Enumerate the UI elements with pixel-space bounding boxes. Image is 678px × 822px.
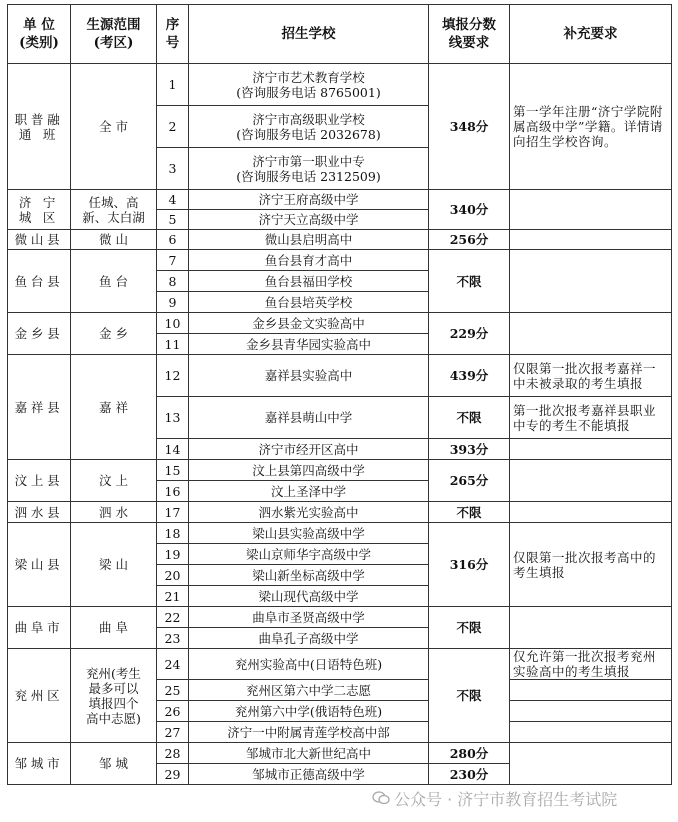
- seq-cell: 24: [157, 649, 189, 680]
- seq-cell: 16: [157, 481, 189, 502]
- range-cell: 鱼 台: [71, 250, 157, 313]
- school-cell: 济宁王府高级中学: [189, 190, 429, 210]
- remark-cell: 仅限第一批次报考高中的考生填报: [510, 523, 672, 607]
- header-unit: 单 位 (类别): [8, 5, 71, 64]
- seq-cell: 9: [157, 292, 189, 313]
- range-cell: 汶 上: [71, 460, 157, 502]
- seq-cell: 29: [157, 764, 189, 785]
- remark-cell: [510, 502, 672, 523]
- remark-cell: [510, 313, 672, 355]
- score-cell: 439分: [429, 355, 510, 397]
- range-cell: 金 乡: [71, 313, 157, 355]
- remark-cell: 第一批次报考嘉祥县职业中专的考生不能填报: [510, 397, 672, 439]
- school-cell: 金乡县青华园实验高中: [189, 334, 429, 355]
- unit-cell: 泗水县: [8, 502, 71, 523]
- seq-cell: 15: [157, 460, 189, 481]
- school-cell: 济宁市艺术教育学校 (咨询服务电话 8765001): [189, 64, 429, 106]
- seq-cell: 10: [157, 313, 189, 334]
- school-cell: 嘉祥县实验高中: [189, 355, 429, 397]
- school-cell: 兖州第六中学(俄语特色班): [189, 701, 429, 722]
- remark-cell: [510, 439, 672, 460]
- score-cell: 340分: [429, 190, 510, 230]
- school-cell: 济宁一中附属青莲学校高中部: [189, 722, 429, 743]
- unit-cell: 金乡县: [8, 313, 71, 355]
- table-row: [8, 355, 672, 397]
- score-cell: 393分: [429, 439, 510, 460]
- range-cell: 邹 城: [71, 743, 157, 785]
- score-cell: 280分: [429, 743, 510, 764]
- unit-cell: 兖州区: [8, 649, 71, 743]
- school-cell: 济宁市第一职业中专 (咨询服务电话 2312509): [189, 148, 429, 190]
- remark-cell: [510, 701, 672, 722]
- school-cell: 鱼台县福田学校: [189, 271, 429, 292]
- seq-cell: 4: [157, 190, 189, 210]
- school-cell: 梁山京师华宇高级中学: [189, 544, 429, 565]
- seq-cell: 23: [157, 628, 189, 649]
- unit-cell: 职普融 通 班: [8, 64, 71, 190]
- range-cell: 曲 阜: [71, 607, 157, 649]
- header-score: 填报分数 线要求: [429, 5, 510, 64]
- table-row: [8, 607, 672, 628]
- seq-cell: 3: [157, 148, 189, 190]
- remark-cell: [510, 680, 672, 701]
- header-school: 招生学校: [189, 5, 429, 64]
- admission-table: [7, 4, 672, 785]
- score-cell: 不限: [429, 502, 510, 523]
- table-body: [8, 64, 672, 785]
- table-row: [8, 230, 672, 250]
- school-cell: 曲阜市圣贤高级中学: [189, 607, 429, 628]
- unit-cell: 微山县: [8, 230, 71, 250]
- header-range: 生源范围 (考区): [71, 5, 157, 64]
- seq-cell: 5: [157, 210, 189, 230]
- seq-cell: 14: [157, 439, 189, 460]
- seq-cell: 13: [157, 397, 189, 439]
- school-cell: 兖州实验高中(日语特色班): [189, 649, 429, 680]
- table-row: [8, 523, 672, 544]
- remark-cell: [510, 230, 672, 250]
- header-remark: 补充要求: [510, 5, 672, 64]
- score-cell: 不限: [429, 397, 510, 439]
- score-cell: 230分: [429, 764, 510, 785]
- header-seq: 序 号: [157, 5, 189, 64]
- unit-cell: 汶上县: [8, 460, 71, 502]
- remark-cell: 仅限第一批次报考嘉祥一中未被录取的考生填报: [510, 355, 672, 397]
- remark-cell: [510, 190, 672, 230]
- school-cell: 济宁市高级职业学校 (咨询服务电话 2032678): [189, 106, 429, 148]
- school-cell: 梁山县实验高级中学: [189, 523, 429, 544]
- table-row: [8, 64, 672, 106]
- score-cell: 229分: [429, 313, 510, 355]
- wechat-icon: [372, 791, 390, 805]
- remark-cell: [510, 250, 672, 313]
- remark-cell: 第一学年注册“济宁学院附属高级中学”学籍。详情请向招生学校咨询。: [510, 64, 672, 190]
- school-cell: 济宁天立高级中学: [189, 210, 429, 230]
- school-cell: 汶上县第四高级中学: [189, 460, 429, 481]
- school-cell: 梁山新坐标高级中学: [189, 565, 429, 586]
- watermark-text: 公众号 · 济宁市教育招生考试院: [394, 789, 618, 809]
- remark-cell: [510, 607, 672, 649]
- score-cell: 256分: [429, 230, 510, 250]
- range-cell: 全 市: [71, 64, 157, 190]
- school-cell: 兖州区第六中学二志愿: [189, 680, 429, 701]
- unit-cell: 鱼台县: [8, 250, 71, 313]
- table-row: [8, 313, 672, 334]
- school-cell: 鱼台县培英学校: [189, 292, 429, 313]
- school-cell: 汶上圣泽中学: [189, 481, 429, 502]
- unit-cell: 曲阜市: [8, 607, 71, 649]
- range-cell: 泗 水: [71, 502, 157, 523]
- school-cell: 曲阜孔子高级中学: [189, 628, 429, 649]
- school-cell: 邹城市正德高级中学: [189, 764, 429, 785]
- seq-cell: 8: [157, 271, 189, 292]
- seq-cell: 12: [157, 355, 189, 397]
- seq-cell: 11: [157, 334, 189, 355]
- range-cell: 兖州(考生 最多可以 填报四个 高中志愿): [71, 649, 157, 743]
- remark-cell: [510, 722, 672, 743]
- header-row: [8, 5, 672, 64]
- score-cell: 不限: [429, 250, 510, 313]
- unit-cell: 梁山县: [8, 523, 71, 607]
- school-cell: 梁山现代高级中学: [189, 586, 429, 607]
- seq-cell: 17: [157, 502, 189, 523]
- remark-cell: [510, 743, 672, 785]
- seq-cell: 7: [157, 250, 189, 271]
- score-cell: 265分: [429, 460, 510, 502]
- unit-cell: 嘉祥县: [8, 355, 71, 460]
- score-cell: 316分: [429, 523, 510, 607]
- school-cell: 济宁市经开区高中: [189, 439, 429, 460]
- seq-cell: 27: [157, 722, 189, 743]
- remark-cell: [510, 460, 672, 502]
- table-row: [8, 190, 672, 210]
- seq-cell: 1: [157, 64, 189, 106]
- range-cell: 微 山: [71, 230, 157, 250]
- seq-cell: 19: [157, 544, 189, 565]
- table-row: [8, 502, 672, 523]
- table-row: [8, 460, 672, 481]
- seq-cell: 25: [157, 680, 189, 701]
- seq-cell: 28: [157, 743, 189, 764]
- seq-cell: 6: [157, 230, 189, 250]
- school-cell: 微山县启明高中: [189, 230, 429, 250]
- seq-cell: 22: [157, 607, 189, 628]
- score-cell: 不限: [429, 607, 510, 649]
- watermark: [372, 786, 672, 810]
- range-cell: 嘉 祥: [71, 355, 157, 460]
- seq-cell: 20: [157, 565, 189, 586]
- school-cell: 嘉祥县萌山中学: [189, 397, 429, 439]
- school-cell: 鱼台县育才高中: [189, 250, 429, 271]
- unit-cell: 济 宁 城 区: [8, 190, 71, 230]
- school-cell: 金乡县金文实验高中: [189, 313, 429, 334]
- score-cell: 不限: [429, 649, 510, 743]
- remark-cell: 仅允许第一批次报考兖州实验高中的考生填报: [510, 649, 672, 680]
- range-cell: 任城、高 新、太白湖: [71, 190, 157, 230]
- seq-cell: 21: [157, 586, 189, 607]
- table-row: [8, 250, 672, 271]
- seq-cell: 26: [157, 701, 189, 722]
- unit-cell: 邹城市: [8, 743, 71, 785]
- seq-cell: 18: [157, 523, 189, 544]
- seq-cell: 2: [157, 106, 189, 148]
- table-row: [8, 743, 672, 764]
- table-row: [8, 649, 672, 680]
- score-cell: 348分: [429, 64, 510, 190]
- school-cell: 邹城市北大新世纪高中: [189, 743, 429, 764]
- range-cell: 梁 山: [71, 523, 157, 607]
- school-cell: 泗水紫光实验高中: [189, 502, 429, 523]
